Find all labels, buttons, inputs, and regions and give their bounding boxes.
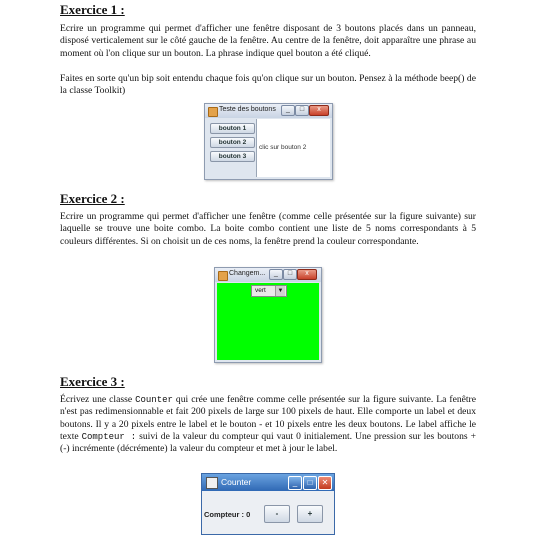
combo-selected-value: vert [255, 287, 266, 294]
code-counter: Counter [135, 395, 173, 405]
ex3-title: Exercice 3 : [60, 374, 125, 389]
counter-window-title: Counter [221, 477, 252, 487]
color-window-titlebar [215, 268, 321, 282]
ex3-text-c: suivi de la valeur du compteur qui vaut 0 initialement. Une pression sur les boutons + (-) incrémente (décrémente) la valeur du compteur et met à jour le label. [60, 430, 476, 455]
click-message: clic sur bouton 2 [259, 144, 307, 151]
close-button[interactable]: ✕ [318, 476, 332, 490]
java-cup-icon [206, 477, 218, 489]
color-combo-box[interactable] [251, 285, 287, 297]
close-button[interactable]: x [297, 269, 317, 280]
ex2-title: Exercice 2 : [60, 191, 125, 206]
close-button[interactable]: x [309, 105, 329, 116]
color-window [214, 267, 322, 363]
minimize-button[interactable]: _ [281, 105, 295, 116]
maximize-button[interactable]: □ [303, 476, 317, 490]
ex3-paragraph [60, 394, 476, 455]
bouton-3[interactable]: bouton 3 [210, 151, 255, 162]
maximize-button[interactable]: □ [295, 105, 309, 116]
bouton-2[interactable]: bouton 2 [210, 137, 255, 148]
maximize-button[interactable]: □ [283, 269, 297, 280]
buttons-window [204, 103, 333, 180]
ex2-paragraph: Ecrire un programme qui permet d'afficher une fenêtre (comme celle présentée sur la figure suivante) sur laquelle se trouve une boite combo. La boite combo contient une liste de 5 noms correspondants à 5 couleurs différentes. Si on choisit un de ces noms, la fenêtre prend la couleur correspondante. [60, 211, 476, 247]
minimize-button[interactable]: _ [269, 269, 283, 280]
bouton-1[interactable]: bouton 1 [210, 123, 255, 134]
minimize-button[interactable]: _ [288, 476, 302, 490]
buttons-window-titlebar [205, 104, 332, 118]
increment-button[interactable]: + [297, 505, 323, 523]
ex3-text-b: qui crée une fenêtre comme celle présentée sur la figure suivante. La fenêtre n'est pas redimensionnable et fait 200 pixels de large sur 100 pixels de haut. Elle comporte un label et deux boutons. Il y a 20 pixels entre le label et le bouton - et 10 pixels entre les deux boutons. Le label affiche le texte [60, 394, 476, 442]
color-window-title: Changem... [229, 270, 266, 277]
decrement-button[interactable]: - [264, 505, 290, 523]
code-compteur: Compteur : [81, 431, 137, 442]
ex1-paragraph-1: Ecrire un programme qui permet d'afficher une fenêtre disposant de 3 boutons placés dans un panneau, disposé verticalement sur le côté gauche de la fenêtre. Au centre de la fenêtre, doit apparaître une phrase au moment où l'on clique sur un bouton. La phrase indique quel bouton a été cliqué. [60, 23, 476, 59]
buttons-window-title: Teste des boutons [219, 106, 276, 113]
counter-window-titlebar [202, 474, 334, 491]
java-cup-icon [218, 271, 228, 281]
ex3-text-a: Écrivez une classe [60, 394, 136, 405]
chevron-down-icon[interactable]: ▼ [275, 286, 285, 296]
counter-window [201, 473, 335, 535]
ex1-title: Exercice 1 : [60, 2, 125, 17]
counter-label: Compteur : 0 [204, 510, 251, 519]
ex1-paragraph-2: Faites en sorte qu'un bip soit entendu chaque fois qu'on clique sur un bouton. Pensez à la méthode beep() de la classe Toolkit) [60, 73, 476, 97]
java-cup-icon [208, 107, 218, 117]
